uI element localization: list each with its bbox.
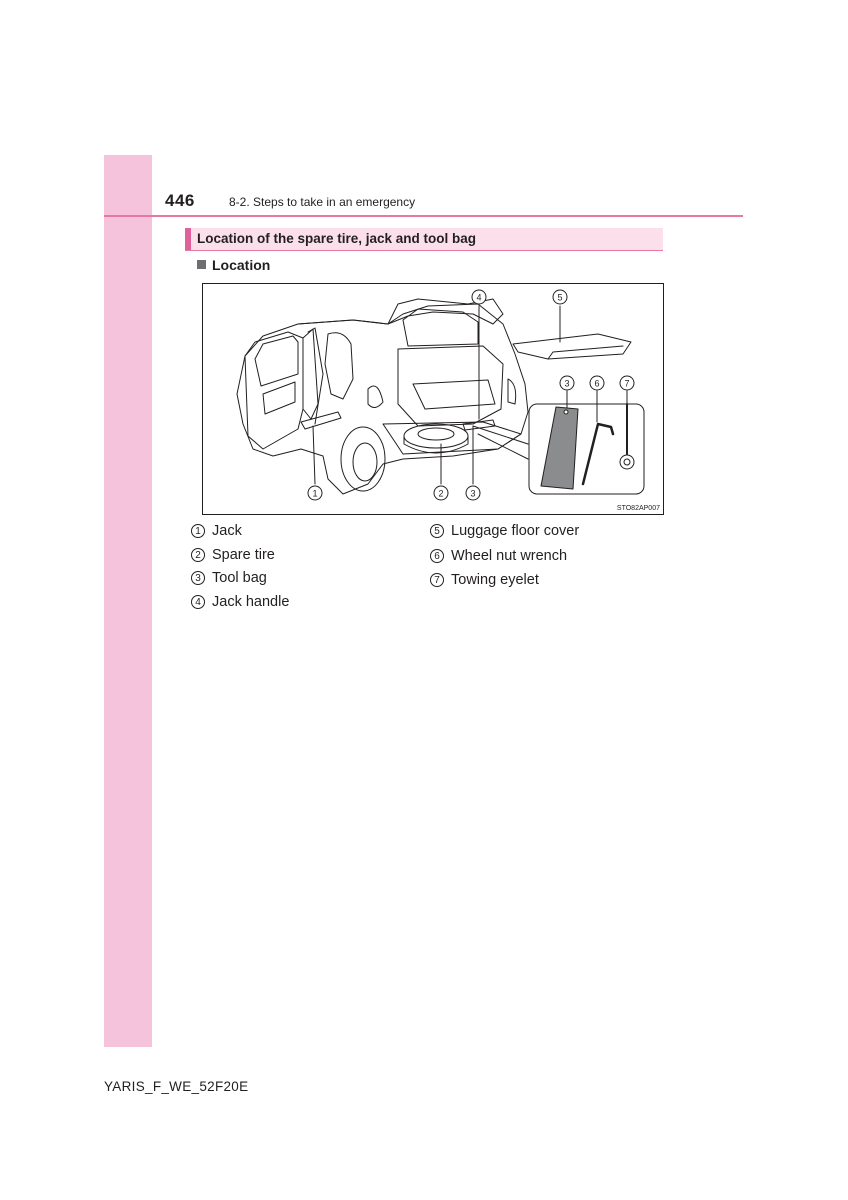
legend-item-spare-tire	[191, 547, 275, 563]
legend-number: 6	[430, 549, 444, 563]
section-title: 8-2. Steps to take in an emergency	[229, 195, 416, 209]
legend-label: Wheel nut wrench	[451, 548, 568, 564]
page-number: 446	[165, 191, 195, 210]
footer-code: YARIS_F_WE_52F20E	[104, 1079, 249, 1094]
door-trim	[263, 382, 295, 414]
legend-label: Spare tire	[212, 547, 275, 563]
subheading	[197, 257, 270, 273]
header-rule	[104, 215, 743, 217]
callout-3: 3	[470, 488, 476, 499]
rear-wheel	[341, 427, 385, 491]
callout-3b: 3	[564, 378, 570, 389]
legend-number: 7	[430, 573, 444, 587]
legend-item-jack	[191, 523, 242, 539]
legend-label: Luggage floor cover	[451, 523, 580, 539]
rear-wheel-hub	[353, 443, 377, 481]
tool-bag	[541, 407, 578, 489]
legend-item-floor-cover	[430, 523, 579, 539]
front-door	[245, 332, 303, 449]
legend-number: 1	[191, 524, 205, 538]
figure-code: STO82AP007	[616, 505, 660, 512]
heading-text: Location of the spare tire, jack and tool bag	[197, 231, 477, 246]
sidebar-band	[104, 155, 152, 1047]
callout-6: 6	[594, 378, 600, 389]
callout-4: 4	[476, 292, 482, 303]
cargo-floor	[413, 380, 495, 409]
callout-2: 2	[438, 488, 444, 499]
legend-number: 2	[191, 548, 205, 562]
rear-door	[303, 329, 318, 419]
heading-accent	[185, 228, 191, 250]
legend-item-towing-eyelet	[430, 572, 539, 588]
expand-line	[473, 426, 528, 459]
legend-label: Jack	[212, 523, 242, 539]
rear-light-left	[368, 386, 383, 408]
legend-number: 5	[430, 524, 444, 538]
seat	[325, 333, 353, 399]
legend-number: 4	[191, 595, 205, 609]
legend-label: Tool bag	[212, 570, 267, 586]
car-illustration	[203, 284, 663, 514]
roof-line	[298, 320, 388, 324]
spare-tire-inner	[418, 428, 454, 440]
legend-label: Towing eyelet	[451, 572, 539, 588]
legend-item-tool-bag	[191, 570, 267, 586]
legend-number: 3	[191, 571, 205, 585]
callout-5: 5	[557, 292, 563, 303]
legend-item-wheel-nut-wrench	[430, 548, 567, 564]
floor-cover-edge	[548, 346, 623, 359]
door-window	[255, 336, 298, 386]
tailgate	[388, 299, 503, 324]
wheel-nut-wrench	[583, 424, 613, 484]
tool-bag-small	[463, 420, 495, 430]
legend-item-jack-handle	[191, 594, 289, 610]
callout-1: 1	[312, 488, 318, 499]
rear-light-right	[508, 379, 516, 404]
legend-label: Jack handle	[212, 594, 290, 610]
callout-7: 7	[624, 378, 630, 389]
location-figure	[202, 283, 664, 515]
square-bullet-icon	[197, 260, 206, 269]
section-heading	[185, 228, 663, 251]
subheading-text: Location	[212, 257, 271, 273]
leader-1	[313, 426, 315, 484]
